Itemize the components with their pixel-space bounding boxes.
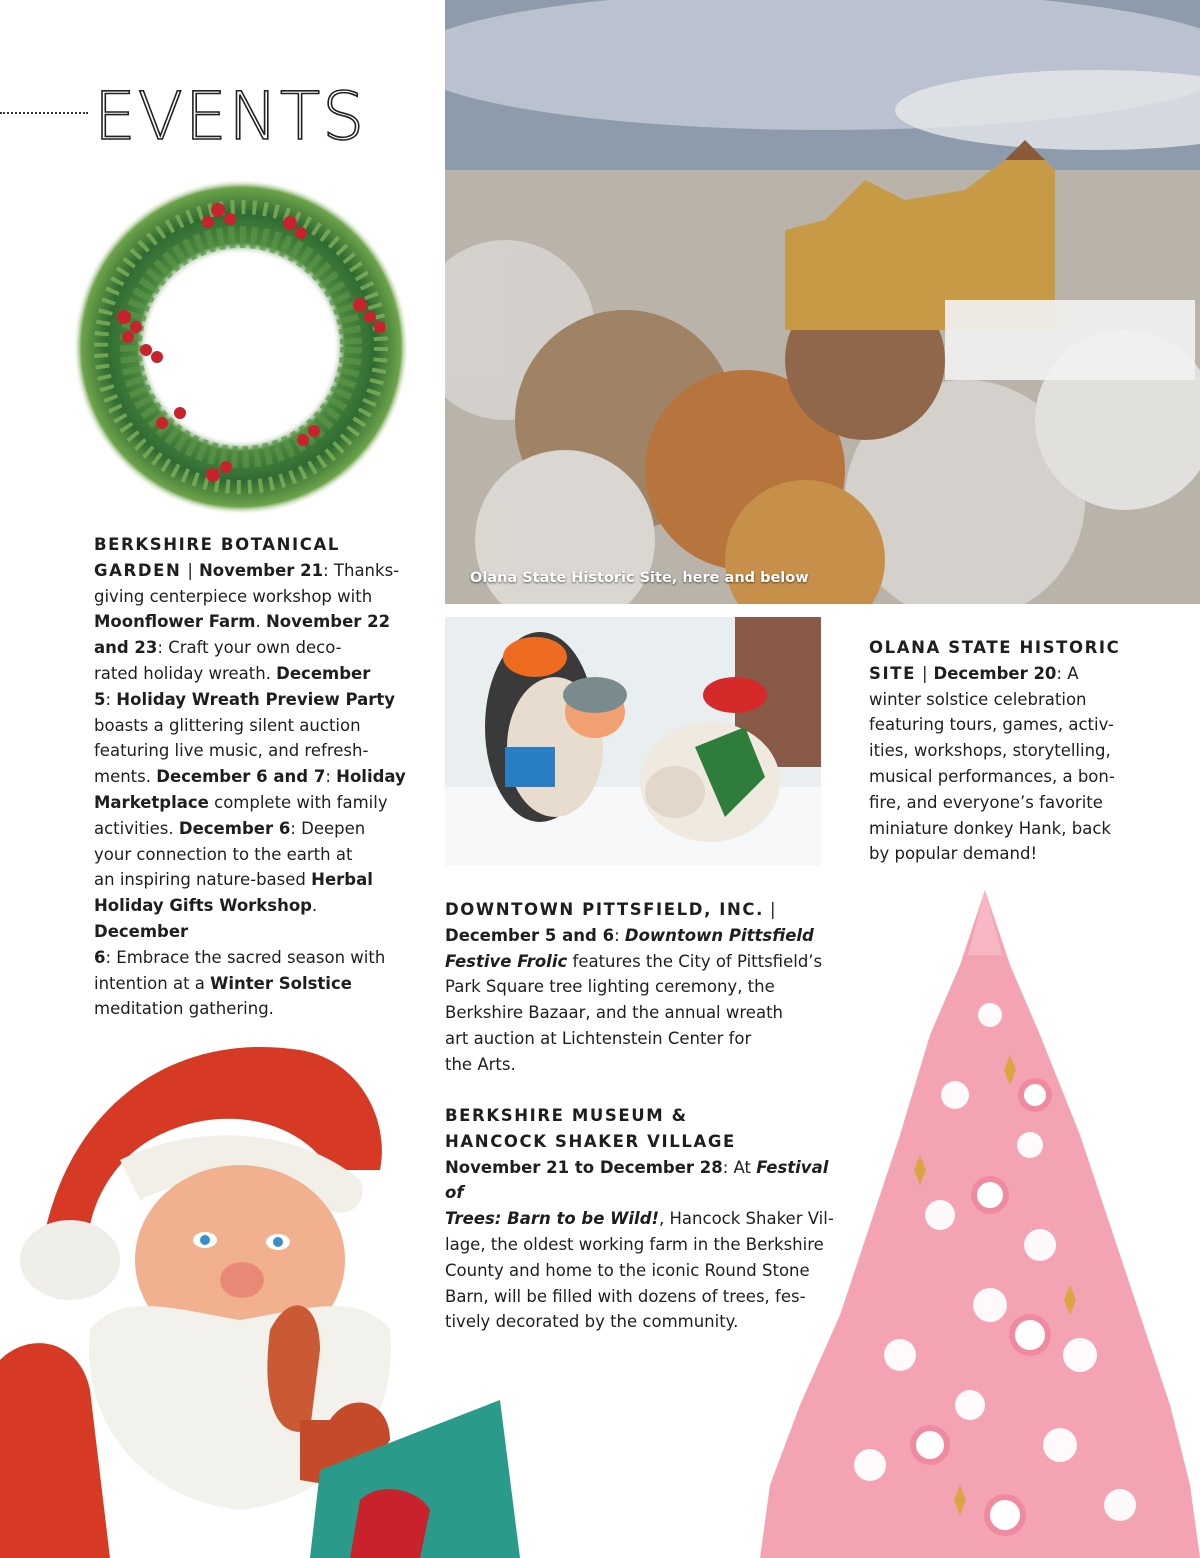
page-title: EVENTS [94, 78, 367, 155]
child-donkey-photo [445, 617, 821, 866]
pittsfield-event: DOWNTOWN PITTSFIELD, INC. | December 5 and 6: Downtown Pittsfield Festive Frolic features the City of Pittsfield’s Park Square tree lighting ceremony, the Berkshire Bazaar, and the annual wreath art auction at Lichtenstein Center for the Arts. [445, 900, 823, 1074]
pittsfield-heading: DOWNTOWN PITTSFIELD, INC. [445, 900, 765, 919]
olana-heading: OLANA STATE HISTORIC [869, 638, 1121, 657]
wreath-image [58, 175, 428, 520]
olana-landscape-photo [445, 0, 1200, 604]
title-dotted-rule [0, 112, 88, 114]
botanical-heading: BERKSHIRE BOTANICAL [94, 535, 340, 554]
botanical-garden-event: BERKSHIRE BOTANICAL GARDEN | November 21: Thanks- giving centerpiece workshop with Moonflower Farm. November 22 and 23: Craft your own deco- rated holiday wreath. December 5: Holiday Wreath Preview Party boasts a glittering silent auction featuring live music, and refresh- ments. December 6 and 7: Holiday Marketplace complete with family activities. December 6: Deepen your connection to the earth at an inspiring nature-based Herbal Holiday Gifts Workshop. December 6: Embrace the sacred season with intention at a Winter Solstice meditation gathering. [94, 535, 406, 1019]
museum-heading: BERKSHIRE MUSEUM & [445, 1106, 688, 1125]
museum-event: BERKSHIRE MUSEUM & HANCOCK SHAKER VILLAGE November 21 to December 28: At Festival of Trees: Barn to be Wild!, Hancock Shaker Vil- lage, the oldest working farm in the Berkshire County and home to the iconic Round Stone Barn, will be filled with dozens of trees, fes- tively decorated by the community. [445, 1106, 834, 1332]
pink-christmas-tree-image [740, 885, 1200, 1558]
photo-caption: Olana State Historic Site, here and below [470, 570, 809, 586]
olana-event: OLANA STATE HISTORIC SITE | December 20: A winter solstice celebration featuring tours, games, activ- ities, workshops, storytelling, musical performances, a bon- fire, and everyone’s favorite miniature donkey Hank, back by popular demand! [869, 638, 1121, 864]
santa-illustration [0, 1030, 520, 1558]
